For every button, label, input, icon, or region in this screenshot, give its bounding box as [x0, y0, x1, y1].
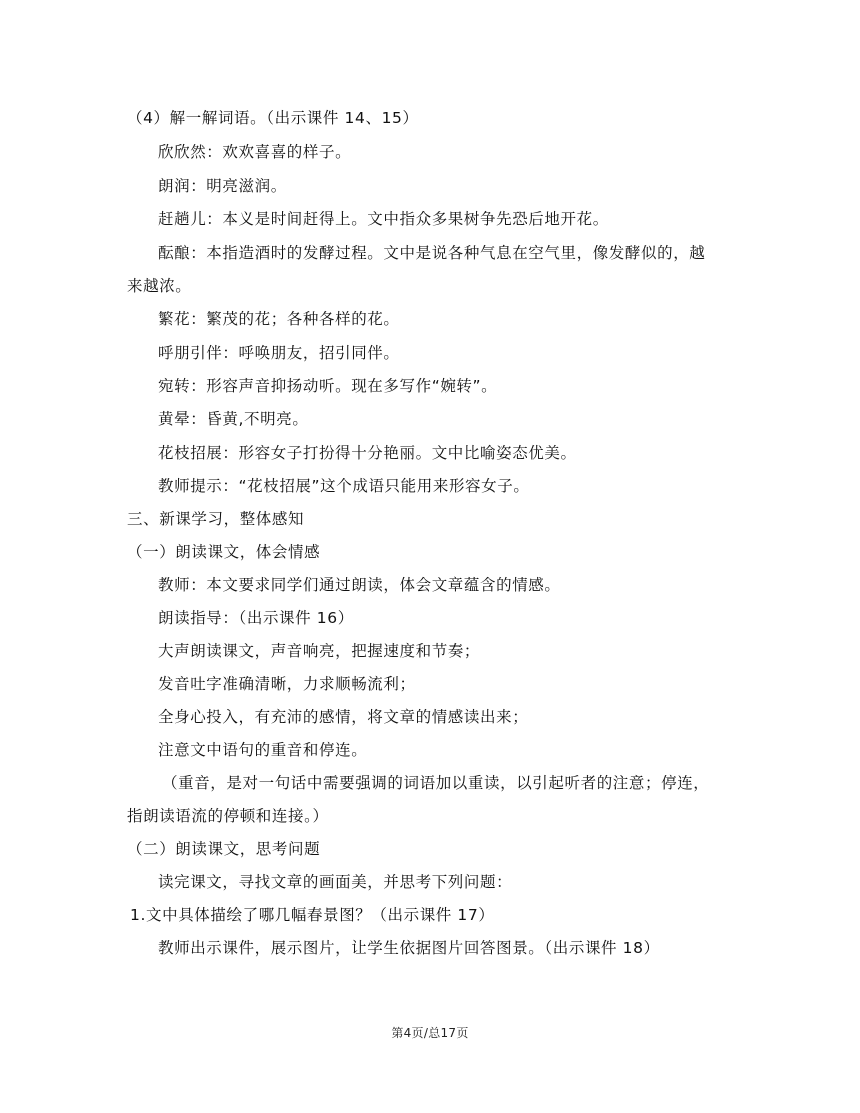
vocab-wanzhuan: 宛转：形容声音抑扬动听。现在多写作“婉转”。: [158, 377, 498, 395]
subsection-two-heading: （二）朗读课文，思考问题: [127, 840, 321, 858]
teacher-instruction: 教师：本文要求同学们通过朗读，体会文章蕴含的情感。: [158, 576, 561, 594]
vocab-xinxinran: 欣欣然：欢欢喜喜的样子。: [158, 143, 352, 161]
guidance-item-4: 注意文中语句的重音和停连。: [158, 741, 368, 759]
vocab-hupengyinban: 呼朋引伴：呼唤朋友，招引同伴。: [158, 344, 400, 362]
guidance-item-1: 大声朗读课文，声音响亮，把握速度和节奏；: [158, 642, 481, 660]
vocab-fanhua: 繁花：繁茂的花；各种各样的花。: [158, 310, 400, 328]
section-three-heading: 三、新课学习，整体感知: [127, 510, 305, 528]
stress-note: （重音，是对一句话中需要强调的词语加以重读，以引起听者的注意；停连，: [162, 774, 710, 792]
subsection-one-heading: （一）朗读课文，体会情感: [127, 543, 321, 561]
vocab-yunniang: 酝酿：本指造酒时的发酵过程。文中是说各种气息在空气里，像发酵似的，越: [158, 244, 706, 262]
stress-note-cont: 指朗读语流的停顿和连接。）: [127, 807, 329, 825]
vocab-huangyun: 黄晕：昏黄,不明亮。: [158, 410, 309, 428]
guidance-item-3: 全身心投入，有充沛的感情，将文章的情感读出来；: [158, 708, 529, 726]
page-number-footer: 第4页/总17页: [391, 1026, 469, 1040]
vocab-gantanger: 赶趟儿：本义是时间赶得上。文中指众多果树争先恐后地开花。: [158, 210, 609, 228]
vocab-huazhizhaozhan: 花枝招展：形容女子打扮得十分艳丽。文中比喻姿态优美。: [158, 444, 577, 462]
vocab-section-heading: （4）解一解词语。（出示课件 14、15）: [127, 109, 419, 127]
teacher-tip: 教师提示：“花枝招展”这个成语只能用来形容女子。: [158, 477, 530, 495]
guidance-item-2: 发音吐字准确清晰，力求顺畅流利；: [158, 675, 416, 693]
question-1: 1.文中具体描绘了哪几幅春景图？（出示课件 17）: [130, 906, 495, 924]
vocab-yunniang-cont: 来越浓。: [127, 277, 192, 295]
vocab-langrun: 朗润：明亮滋润。: [158, 177, 287, 195]
reading-task: 读完课文，寻找文章的画面美，并思考下列问题：: [158, 873, 513, 891]
reading-guidance: 朗读指导：（出示课件 16）: [158, 609, 354, 627]
teacher-activity: 教师出示课件，展示图片，让学生依据图片回答图景。（出示课件 18）: [158, 939, 660, 957]
